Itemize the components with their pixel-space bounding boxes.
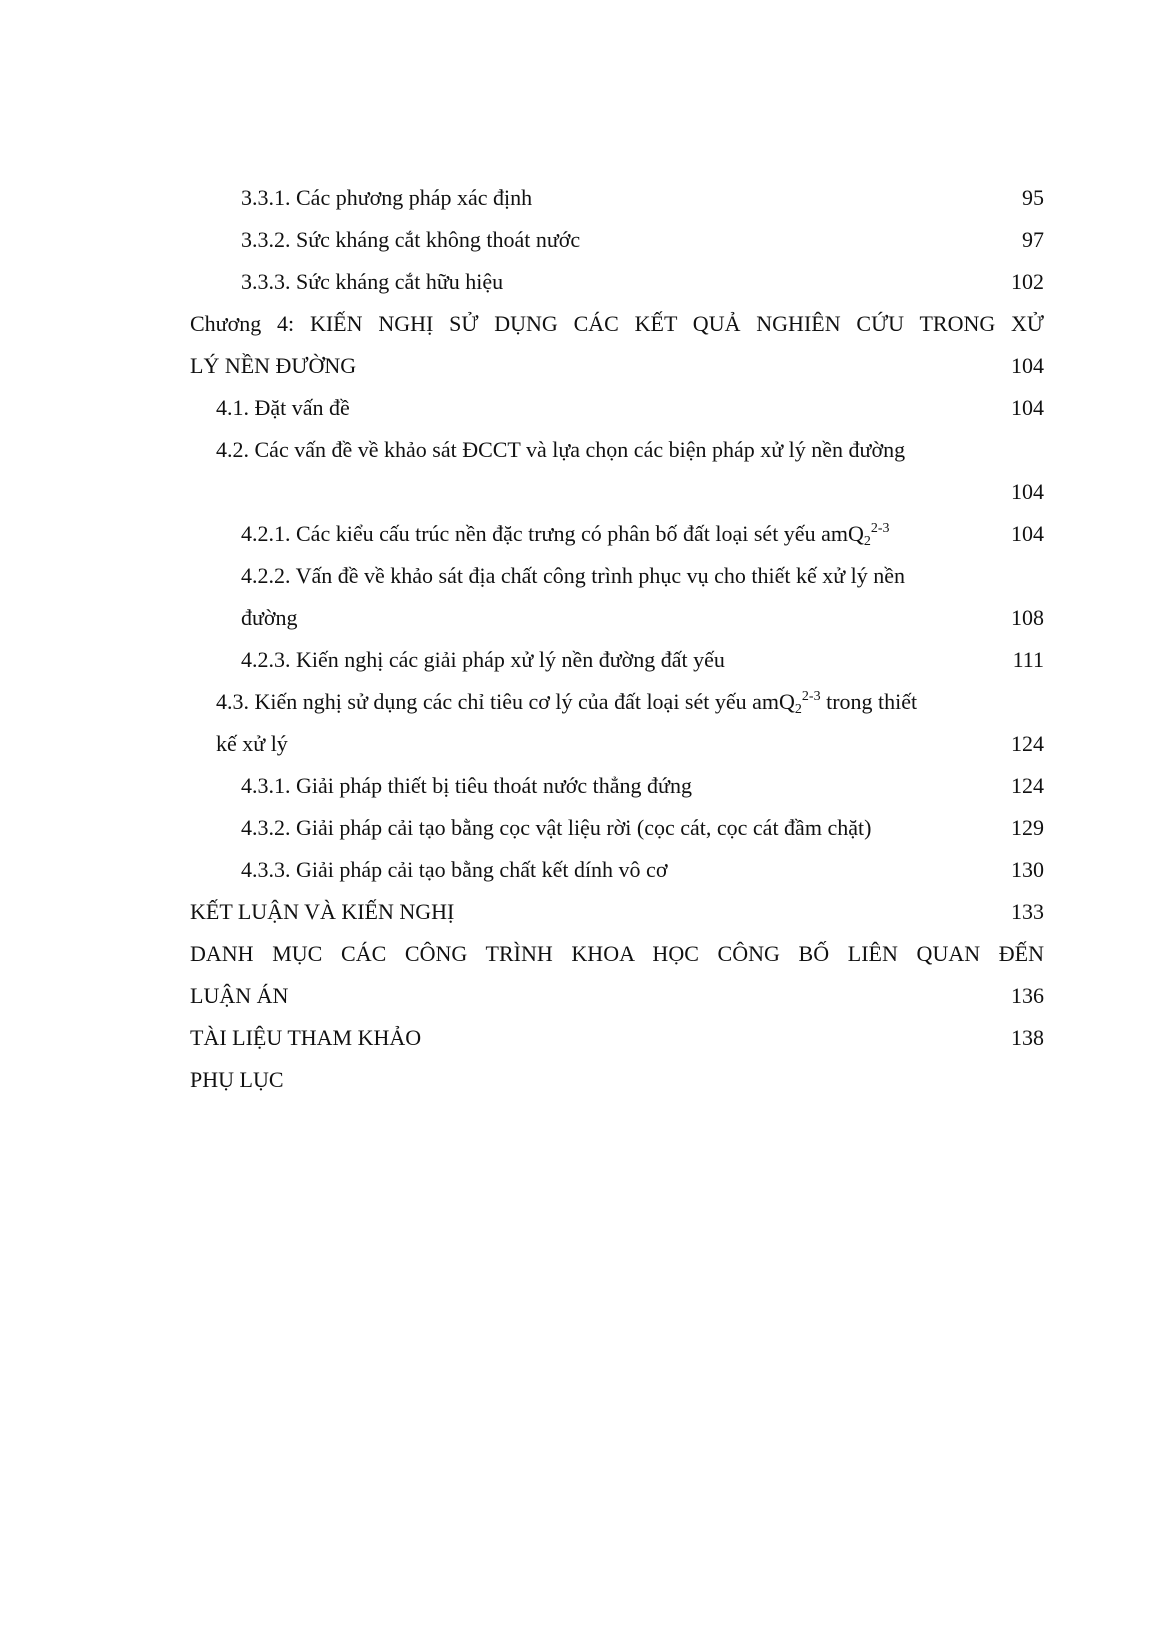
toc-entry-title: 4.2.3. Kiến nghị các giải pháp xử lý nền đường đất yếu [241,647,725,672]
toc-entry-4-3-1[interactable] [241,765,1044,807]
toc-entry-title: KẾT LUẬN VÀ KIẾN NGHỊ [190,899,455,924]
toc-entry-title: 3.3.1. Các phương pháp xác định [241,185,533,210]
toc-entry-4-3-line1[interactable] [216,681,1044,723]
toc-page-number: 129 [1011,815,1044,840]
toc-page-number: 138 [1011,1025,1044,1050]
toc-entry-title-continued: LUẬN ÁN [190,983,289,1008]
toc-page-number: 124 [1011,773,1044,798]
toc-entry-4-3-3[interactable] [241,849,1044,891]
toc-entry-title: DANH MỤC CÁC CÔNG TRÌNH KHOA HỌC CÔNG BỐ LIÊN QUAN ĐẾN [190,941,1044,966]
toc-entry-title: 4.1. Đặt vấn đề [216,395,350,420]
toc-entry-title [216,681,917,723]
superscript: 2-3 [870,521,890,536]
toc-entry-title: TÀI LIỆU THAM KHẢO [190,1025,422,1050]
toc-entry-4-2-1[interactable] [241,513,1044,555]
toc-entry-title: 4.3.3. Giải pháp cải tạo bằng chất kết dính vô cơ [241,857,668,882]
toc-page-number: 97 [1022,227,1044,252]
toc-entry-title-text: 4.3. Kiến nghị sử dụng các chỉ tiêu cơ lý của đất loại sét yếu amQ [216,689,795,714]
toc-entry-title: 4.3.1. Giải pháp thiết bị tiêu thoát nước thẳng đứng [241,773,692,798]
toc-entry-3-3-2[interactable] [241,219,1044,261]
subscript: 2 [863,534,871,549]
toc-entry-publications-line1[interactable] [190,933,1044,975]
toc-entry-title: PHỤ LỤC [190,1067,284,1092]
toc-entry-4-1[interactable] [216,387,1044,429]
toc-entry-4-3-line2[interactable] [216,723,1044,765]
toc-entry-appendix[interactable] [190,1059,1044,1101]
toc-entry-conclusion[interactable] [190,891,1044,933]
toc-page-number: 136 [1011,983,1044,1008]
toc-entry-title [241,513,890,555]
toc-page-number: 133 [1011,899,1044,924]
superscript: 2-3 [801,689,821,704]
toc-page-number: 130 [1011,857,1044,882]
toc-entry-4-2-2-line2[interactable] [241,597,1044,639]
toc-page-number: 95 [1022,185,1044,210]
toc-entry-chapter-4-line1[interactable] [190,303,1044,345]
toc-page-number: 108 [1011,605,1044,630]
toc-page-number: 104 [1011,353,1044,378]
toc-page-number: 102 [1011,269,1044,294]
toc-page-number: 124 [1011,731,1044,756]
toc-entry-title: 4.2. Các vấn đề về khảo sát ĐCCT và lựa chọn các biện pháp xử lý nền đường [216,437,906,462]
toc-entry-publications-line2[interactable] [190,975,1044,1017]
toc-entry-title: Chương 4: KIẾN NGHỊ SỬ DỤNG CÁC KẾT QUẢ NGHIÊN CỨU TRONG XỬ [190,311,1044,336]
toc-entry-title-text: 4.2.1. Các kiểu cấu trúc nền đặc trưng có phân bố đất loại sét yếu amQ [241,521,864,546]
toc-page-number: 104 [1011,395,1044,420]
toc-entry-3-3-3[interactable] [241,261,1044,303]
toc-entry-title: 3.3.3. Sức kháng cắt hữu hiệu [241,269,504,294]
toc-entry-4-3-2[interactable] [241,807,1044,849]
toc-entry-title: 4.2.2. Vấn đề về khảo sát địa chất công trình phục vụ cho thiết kế xử lý nền [241,563,906,588]
toc-entry-4-2-line2[interactable] [216,471,1044,513]
toc-page-number: 111 [1012,647,1044,672]
toc-entry-title-continued: LÝ NỀN ĐƯỜNG [190,353,357,378]
subscript: 2 [794,702,802,717]
toc-entry-3-3-1[interactable] [241,177,1044,219]
toc-entry-title-text: trong thiết [820,689,918,714]
toc-entry-title: 4.3.2. Giải pháp cải tạo bằng cọc vật liệu rời (cọc cát, cọc cát đầm chặt) [241,815,872,840]
toc-page-number: 104 [1011,521,1044,546]
toc-entry-title-continued: đường [241,605,298,630]
toc-entry-4-2-2-line1[interactable] [241,555,1044,597]
toc-entry-title: 3.3.2. Sức kháng cắt không thoát nước [241,227,581,252]
toc-entry-4-2-line1[interactable] [216,429,1044,471]
toc-entry-chapter-4-line2[interactable] [190,345,1044,387]
toc-entry-references[interactable] [190,1017,1044,1059]
toc-page-number: 104 [1011,479,1044,504]
toc-entry-4-2-3[interactable] [241,639,1044,681]
toc-entry-title-continued: kế xử lý [216,731,288,756]
